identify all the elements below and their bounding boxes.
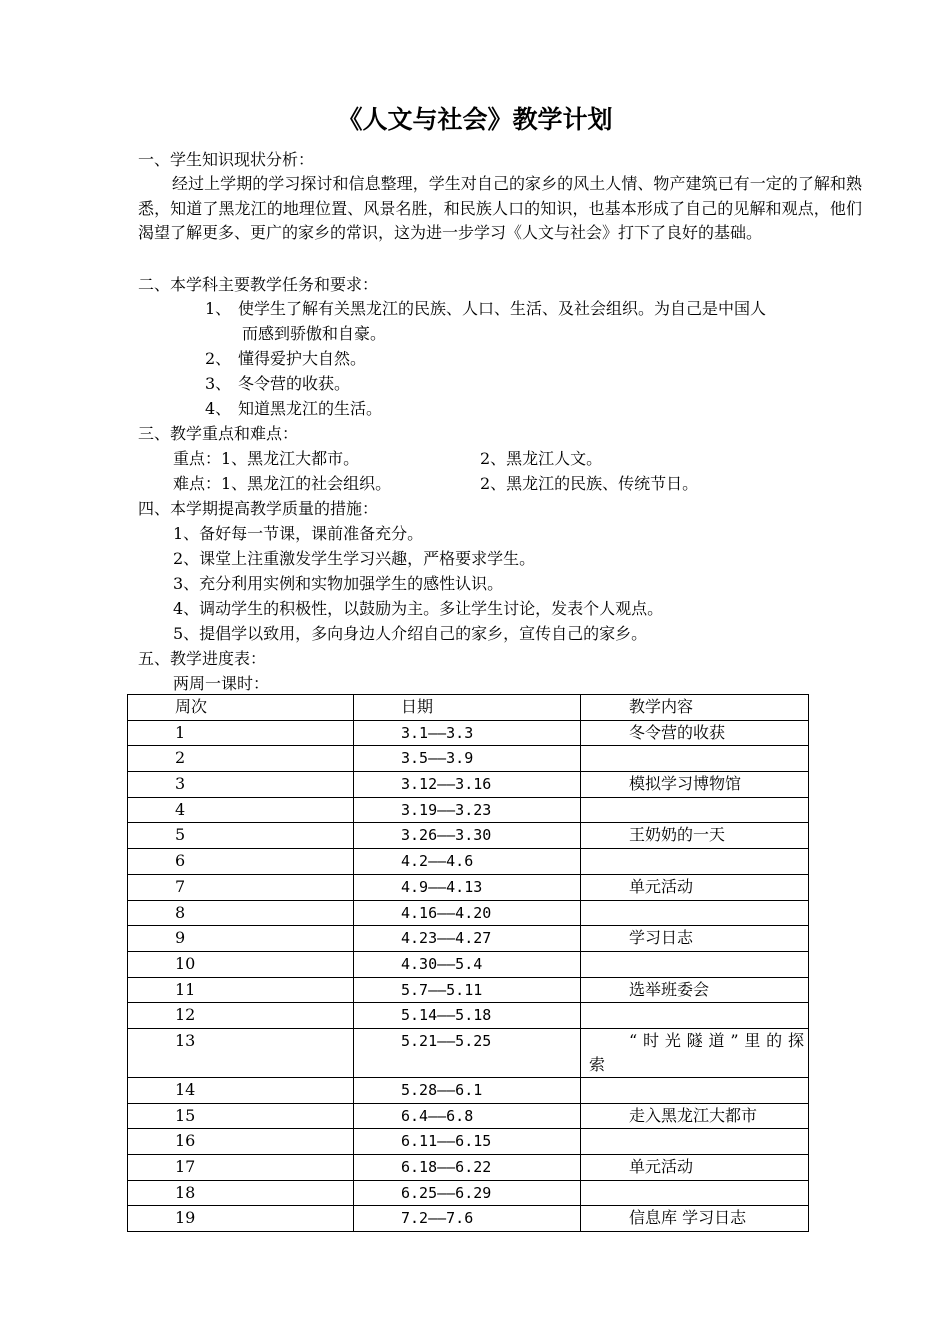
measure-3: 3、充分利用实例和实物加强学生的感性认识。 <box>173 574 504 593</box>
content-cell <box>581 1129 809 1155</box>
table-row <box>128 849 809 875</box>
measure-4: 4、调动学生的积极性，以鼓励为主。多让学生讨论，发表个人观点。 <box>173 599 664 618</box>
task-4-number: 4、 <box>205 399 232 418</box>
content-cell: 走入黑龙江大都市 <box>581 1103 809 1129</box>
content-cell: 学习日志 <box>581 926 809 952</box>
table-row <box>128 951 809 977</box>
task-1-text: 使学生了解有关黑龙江的民族、人口、生活、及社会组织。为自己是中国人 <box>238 299 767 318</box>
date-cell: 4.30——5.4 <box>354 951 581 977</box>
date-cell: 6.11——6.15 <box>354 1129 581 1155</box>
measure-1: 1、备好每一节课，课前准备充分。 <box>173 524 424 543</box>
key-point-2: 2、黑龙江人文。 <box>480 449 603 468</box>
week-cell: 18 <box>128 1180 354 1206</box>
date-cell: 5.14——5.18 <box>354 1003 581 1029</box>
content-cell: 冬令营的收获 <box>581 720 809 746</box>
date-cell: 5.28——6.1 <box>354 1077 581 1103</box>
header-date: 日期 <box>354 695 581 721</box>
week-cell: 2 <box>128 746 354 772</box>
table-row <box>128 1028 809 1077</box>
date-cell: 6.4——6.8 <box>354 1103 581 1129</box>
content-cell: 王奶奶的一天 <box>581 823 809 849</box>
task-3-text: 冬令营的收获。 <box>238 374 351 393</box>
week-cell: 12 <box>128 1003 354 1029</box>
table-header-row <box>128 695 809 721</box>
section1-heading: 一、学生知识现状分析： <box>138 150 315 169</box>
content-cell <box>581 1003 809 1029</box>
task-2-number: 2、 <box>205 349 232 368</box>
key-point-1: 重点：1、黑龙江大都市。 <box>173 449 360 468</box>
date-cell: 3.19——3.23 <box>354 797 581 823</box>
date-cell: 3.12——3.16 <box>354 772 581 798</box>
date-cell: 4.23——4.27 <box>354 926 581 952</box>
week-cell: 14 <box>128 1077 354 1103</box>
date-cell: 6.18——6.22 <box>354 1155 581 1181</box>
date-cell: 5.7——5.11 <box>354 977 581 1003</box>
week-cell: 5 <box>128 823 354 849</box>
header-content: 教学内容 <box>581 695 809 721</box>
content-cell <box>581 797 809 823</box>
week-cell: 11 <box>128 977 354 1003</box>
date-cell: 6.25——6.29 <box>354 1180 581 1206</box>
table-row <box>128 1180 809 1206</box>
content-cell <box>581 746 809 772</box>
week-cell: 17 <box>128 1155 354 1181</box>
schedule-note: 两周一课时： <box>173 674 270 693</box>
week-cell: 3 <box>128 772 354 798</box>
page-title: 《人文与社会》教学计划 <box>337 105 613 134</box>
date-cell: 4.16——4.20 <box>354 900 581 926</box>
date-cell: 3.26——3.30 <box>354 823 581 849</box>
week-cell: 15 <box>128 1103 354 1129</box>
week-cell: 10 <box>128 951 354 977</box>
table-row <box>128 1003 809 1029</box>
week-cell: 7 <box>128 874 354 900</box>
date-cell: 3.5——3.9 <box>354 746 581 772</box>
week-cell: 13 <box>128 1028 354 1077</box>
header-week: 周次 <box>128 695 354 721</box>
date-cell: 7.2——7.6 <box>354 1206 581 1232</box>
section2-heading: 二、本学科主要教学任务和要求： <box>138 275 379 294</box>
table-row <box>128 900 809 926</box>
section3-heading: 三、教学重点和难点： <box>138 424 299 443</box>
table-row <box>128 1206 809 1232</box>
table-row <box>128 772 809 798</box>
section4-heading: 四、本学期提高教学质量的措施： <box>138 499 379 518</box>
table-row <box>128 874 809 900</box>
table-row <box>128 720 809 746</box>
measure-5: 5、提倡学以致用，多向身边人介绍自己的家乡，宣传自己的家乡。 <box>173 624 648 643</box>
date-cell: 4.9——4.13 <box>354 874 581 900</box>
schedule-table <box>127 694 809 1232</box>
task-2-text: 懂得爱护大自然。 <box>238 349 367 368</box>
task-4-text: 知道黑龙江的生活。 <box>238 399 383 418</box>
table-row <box>128 1129 809 1155</box>
schedule-table-body <box>128 720 809 1231</box>
difficulty-2: 2、黑龙江的民族、传统节日。 <box>480 474 699 493</box>
content-cell <box>581 900 809 926</box>
content-cell: “时光隧道”里的探索 <box>581 1028 809 1077</box>
table-row <box>128 977 809 1003</box>
date-cell: 4.2——4.6 <box>354 849 581 875</box>
week-cell: 6 <box>128 849 354 875</box>
content-cell <box>581 1077 809 1103</box>
content-cell: 选举班委会 <box>581 977 809 1003</box>
measure-2: 2、课堂上注重激发学生学习兴趣，严格要求学生。 <box>173 549 536 568</box>
section5-heading: 五、教学进度表： <box>138 649 267 668</box>
difficulty-1: 难点：1、黑龙江的社会组织。 <box>173 474 392 493</box>
content-cell: 信息库 学习日志 <box>581 1206 809 1232</box>
content-cell <box>581 849 809 875</box>
week-cell: 16 <box>128 1129 354 1155</box>
table-row <box>128 1103 809 1129</box>
section1-paragraph: 经过上学期的学习探讨和信息整理，学生对自己的家乡的风土人情、物产建筑已有一定的了解和熟悉，知道了黑龙江的地理位置、风景名胜，和民族人口的知识，也基本形成了自己的见解和观点，他们渴望了解更多、更广的家乡的常识，这为进一步学习《人文与社会》打下了良好的基础。 <box>138 174 862 243</box>
date-cell: 5.21——5.25 <box>354 1028 581 1077</box>
week-cell: 1 <box>128 720 354 746</box>
content-cell <box>581 951 809 977</box>
table-row <box>128 823 809 849</box>
task-1-text-cont: 而感到骄傲和自豪。 <box>242 324 387 343</box>
table-row <box>128 1077 809 1103</box>
table-row <box>128 1155 809 1181</box>
content-cell: 模拟学习博物馆 <box>581 772 809 798</box>
week-cell: 19 <box>128 1206 354 1232</box>
task-1-number: 1、 <box>205 299 232 318</box>
week-cell: 4 <box>128 797 354 823</box>
content-cell <box>581 1180 809 1206</box>
table-row <box>128 926 809 952</box>
table-row <box>128 797 809 823</box>
week-cell: 9 <box>128 926 354 952</box>
week-cell: 8 <box>128 900 354 926</box>
content-cell: 单元活动 <box>581 1155 809 1181</box>
table-row <box>128 746 809 772</box>
content-cell: 单元活动 <box>581 874 809 900</box>
task-3-number: 3、 <box>205 374 232 393</box>
date-cell: 3.1——3.3 <box>354 720 581 746</box>
